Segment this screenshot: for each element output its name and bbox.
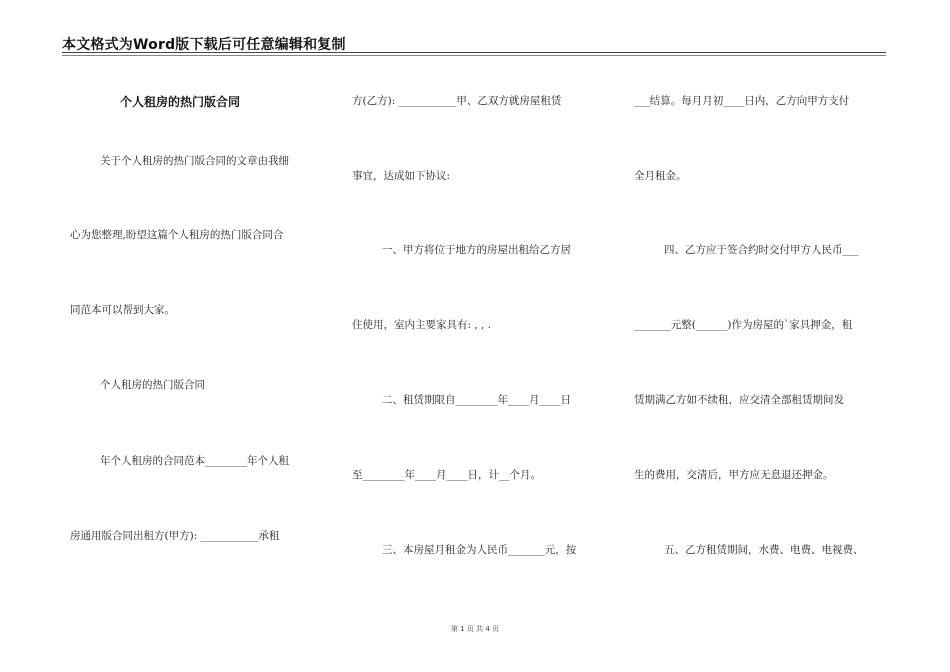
document-banner: 本文格式为Word版下载后可任意编辑和复制	[62, 37, 346, 53]
clause-line: 五、乙方租赁期间，水费、电费、电视费、	[664, 544, 864, 556]
paragraph-line: 心为您整理,盼望这篇个人租房的热门版合同合	[70, 229, 284, 241]
paragraph-line: ___结算。每月月初____日内，乙方向甲方支付	[634, 95, 850, 107]
paragraph-line: 方(乙方): ___________甲、乙双方就房屋租赁	[352, 95, 562, 107]
paragraph-line: _______元整(______)作为房屋的`家具押金，租	[634, 319, 853, 331]
section-heading: 个人租房的热门版合同	[100, 379, 205, 391]
document-title: 个人租房的热门版合同	[120, 95, 241, 109]
paragraph-line: 房通用版合同出租方(甲方): ___________承租	[70, 530, 280, 542]
clause-line: 四、乙方应于签合约时交付甲方人民币___	[664, 244, 859, 256]
paragraph-line: 事宜，达成如下协议:	[352, 170, 451, 182]
text-column-1	[70, 0, 320, 672]
paragraph-line: 同范本可以帮到大家。	[70, 304, 175, 316]
paragraph-line: 全月租金。	[634, 170, 687, 182]
paragraph-line: 赁期满乙方如不续租，应交清全部租赁期间发	[634, 394, 844, 406]
page-number: 第 1 页 共 4 页	[450, 625, 500, 633]
text-column-3	[634, 0, 884, 672]
paragraph-line: 生的费用，交清后，甲方应无息退还押金。	[634, 469, 834, 481]
paragraph-line: 关于个人租房的热门版合同的文章由我细	[100, 155, 289, 167]
clause-line: 三、本房屋月租金为人民币_______元，按	[382, 544, 577, 556]
paragraph-line: 年个人租房的合同范本________年个人租	[100, 455, 289, 467]
clause-line: 一、甲方将位于地方的房屋出租给乙方居	[382, 244, 571, 256]
paragraph-line: 至________年____月____日，计__个月。	[352, 469, 541, 481]
clause-line: 二、租赁期限自________年____月____日	[382, 394, 571, 406]
text-column-2	[352, 0, 602, 672]
paragraph-line: 住使用，室内主要家具有: , , .	[352, 319, 492, 331]
